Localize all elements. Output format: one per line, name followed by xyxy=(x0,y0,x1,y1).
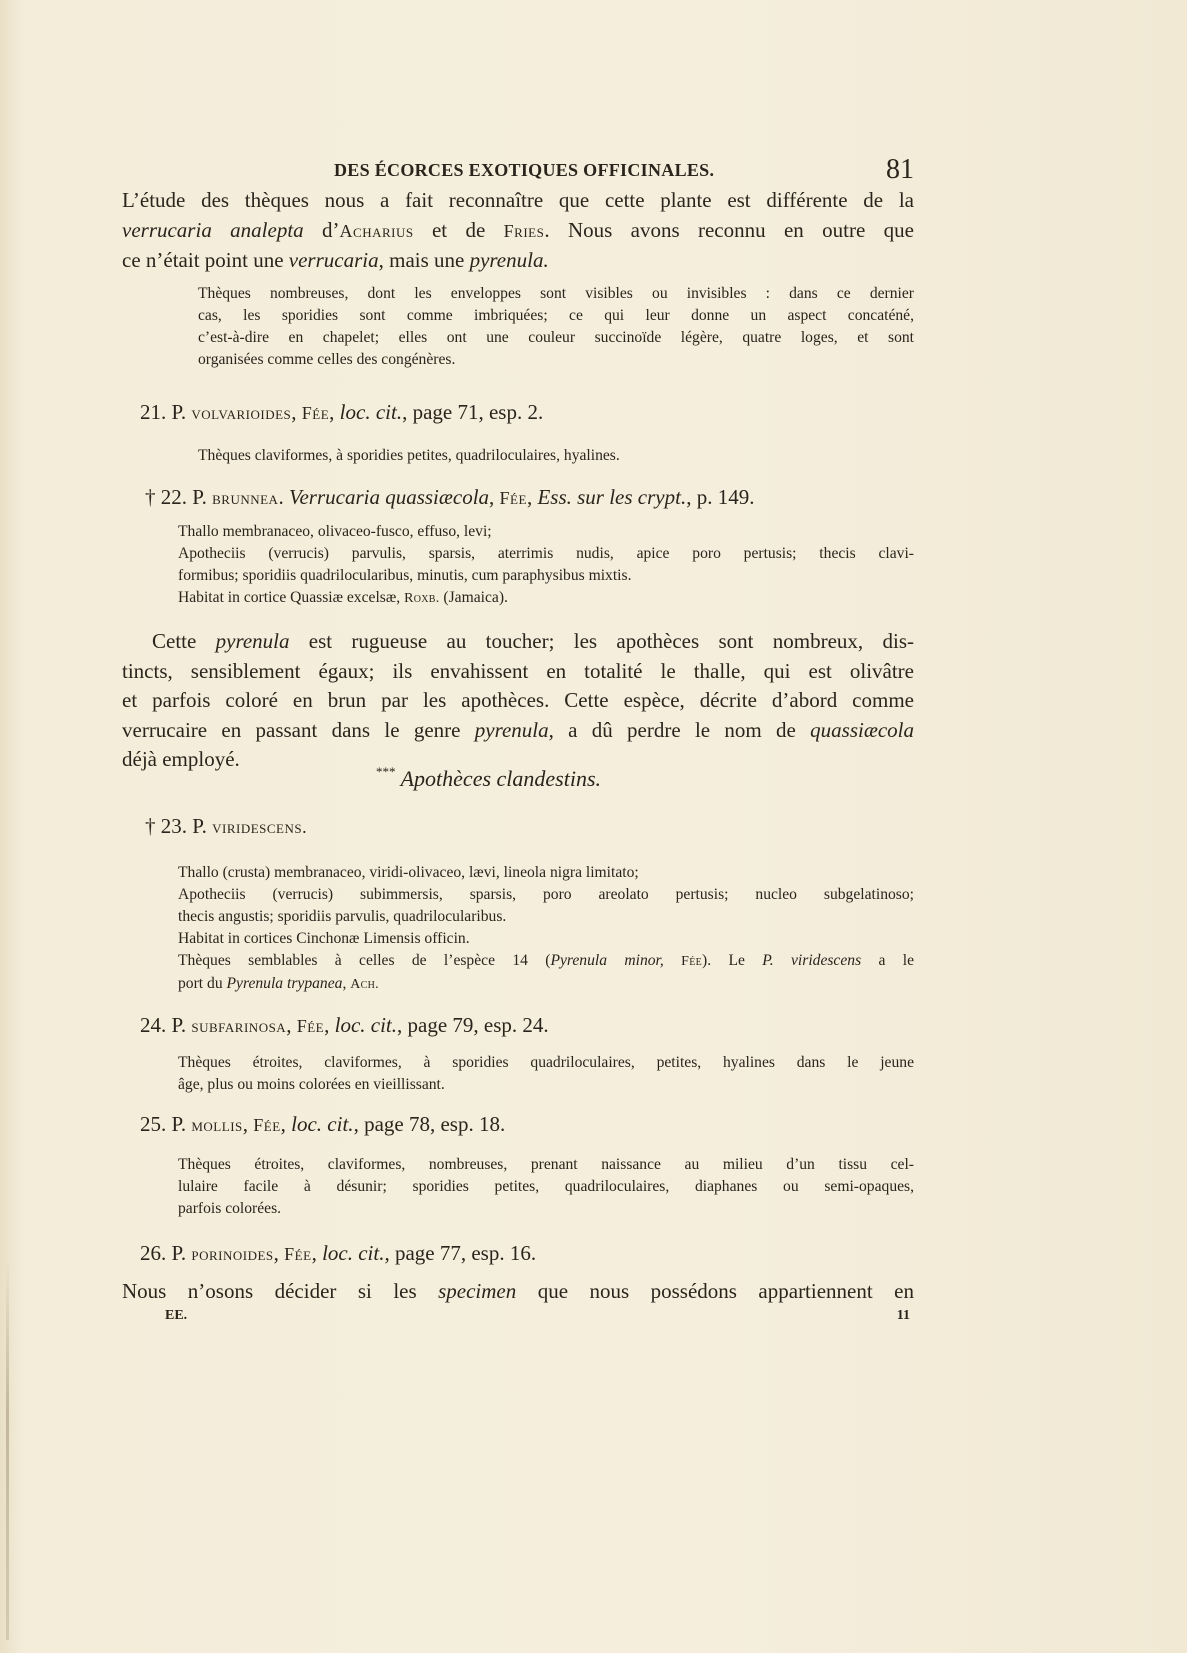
text: Nous n’osons décider si les xyxy=(122,1279,439,1303)
text: que nous possédons appartiennent en xyxy=(516,1279,914,1303)
entry-number: 24. P. xyxy=(140,1013,192,1037)
entry-24-heading xyxy=(140,1013,549,1038)
paragraph-line: déjà employé. xyxy=(122,747,240,771)
text: ). Le xyxy=(702,952,763,969)
species-name: porinoides xyxy=(191,1244,274,1264)
text: , page 79, esp. 24. xyxy=(397,1013,549,1037)
entry-23-diagnosis xyxy=(178,862,914,996)
paragraph-line xyxy=(122,627,914,657)
author-name: Fée xyxy=(681,954,703,969)
text: Thèques semblables à celles de l’espèce 14 ( xyxy=(178,952,551,969)
text: . Nous avons reconnu en outre que xyxy=(544,217,914,242)
species-name: brunnea xyxy=(212,488,279,508)
entry-26-heading xyxy=(140,1241,536,1266)
text: port du xyxy=(178,975,227,992)
text: verrucaire en passant dans le genre xyxy=(122,717,475,742)
page-number: 81 xyxy=(886,154,914,185)
entry-number: † 23. P. xyxy=(145,814,213,838)
taxon-name: pyrenula. xyxy=(469,248,549,272)
entry-24-note xyxy=(178,1052,914,1096)
habitat-line: Habitat in cortices Cinchonæ Limensis officin. xyxy=(178,930,470,947)
note-line: organisées comme celles des congénères. xyxy=(198,351,456,368)
section-heading xyxy=(376,766,601,792)
author-name: Fée xyxy=(499,488,527,508)
entry-number: 21. P. xyxy=(140,400,192,424)
species-name: mollis xyxy=(191,1115,243,1135)
text: (Jamaica). xyxy=(439,589,508,606)
habitat-line xyxy=(178,587,914,610)
reference: loc. cit. xyxy=(334,1013,398,1037)
text: Cette xyxy=(152,629,216,653)
text: , mais une xyxy=(378,248,470,272)
text: , page 71, esp. 2. xyxy=(402,400,544,424)
text: , xyxy=(324,1013,335,1037)
text: , page 78, esp. 18. xyxy=(353,1112,506,1136)
taxon-name: verrucaria analepta xyxy=(122,217,304,242)
text: est rugueuse au toucher; les apothèces sont nombreux, dis- xyxy=(289,629,914,653)
text: , xyxy=(273,1241,285,1265)
intro-line-2 xyxy=(122,216,914,247)
sheet-number: 11 xyxy=(896,1308,910,1323)
entry-25-heading xyxy=(140,1112,505,1137)
note-line: Thèques nombreuses, dont les enveloppes sont visibles ou invisibles : dans ce dernier xyxy=(198,285,914,302)
text: parfois colorées. xyxy=(178,1200,282,1217)
section-title: Apothèces clandestins. xyxy=(400,766,602,791)
text: Thèques étroites, claviformes, à sporidies quadriloculaires, petites, hyalines dans le jeune xyxy=(178,1054,914,1071)
author-name: Fée xyxy=(296,1016,325,1036)
note-line: Thèques claviformes, à sporidies petites, quadriloculaires, hyalines. xyxy=(198,447,620,464)
author-name: Fries xyxy=(503,220,545,241)
taxon-name: specimen xyxy=(438,1279,517,1303)
entry-21-heading: 21. P. volvarioides, Fée, loc. cit., page 71, esp. 2. xyxy=(140,400,544,424)
diagnosis-line: Thallo membranaceo, olivaceo-fusco, effuso, levi; xyxy=(178,523,492,540)
author-name: Roxb. xyxy=(404,591,440,606)
text: thecis angustis; sporidiis parvulis, quadrilocularibus. xyxy=(178,908,507,925)
taxon-name: verrucaria xyxy=(288,248,379,272)
paragraph-line: et parfois coloré en brun par les apothèces. Cette espèce, décrite d’abord comme xyxy=(122,688,914,712)
note-line: c’est-à-dire en chapelet; elles ont une couleur succinoïde légère, quatre loges, et sont xyxy=(198,329,914,346)
text: , xyxy=(526,485,538,509)
text: ce n’était point une xyxy=(122,248,289,272)
text xyxy=(664,952,681,969)
text: , xyxy=(342,975,351,992)
diagnosis-line xyxy=(178,884,914,928)
diagnosis-line: Thallo (crusta) membranaceo, viridi-olivaceo, lævi, lineola nigra limitato; xyxy=(178,864,639,881)
text: , xyxy=(489,485,500,509)
text: âge, plus ou moins colorées en vieillissant. xyxy=(178,1076,445,1093)
entry-25-note xyxy=(178,1154,914,1220)
taxon-name: Pyrenula trypanea xyxy=(226,975,343,992)
author-name: Acharius xyxy=(339,220,414,241)
text: d’ xyxy=(303,217,340,242)
synonym: Verrucaria quassiæcola xyxy=(288,485,490,509)
text: , xyxy=(280,1112,292,1136)
entry-number: † 22. P. xyxy=(145,485,213,509)
note-line: cas, les sporidies sont comme imbriquées; ce qui leur donne un aspect concaténé, xyxy=(198,307,914,324)
author-name: Fée xyxy=(253,1115,281,1135)
entry-21-note xyxy=(198,445,914,467)
note-line xyxy=(178,1052,914,1096)
text: Habitat in cortice Quassiæ excelsæ, xyxy=(178,589,405,606)
text: , xyxy=(291,400,302,424)
entry-22-heading xyxy=(145,485,754,510)
species-name: subfarinosa xyxy=(191,1016,287,1036)
text: lulaire facile à désunir; sporidies petites, quadriloculaires, diaphanes ou semi-opaques, xyxy=(178,1178,914,1195)
page-edge-shadow xyxy=(6,1260,9,1640)
text: a le xyxy=(861,952,914,969)
note-line xyxy=(178,1154,914,1220)
paragraph-line: tincts, sensiblement égaux; ils envahissent en totalité le thalle, qui est olivâtre xyxy=(122,658,914,683)
text: . xyxy=(278,485,289,509)
reference: loc. cit. xyxy=(322,1241,385,1265)
entry-22-paragraph xyxy=(122,627,914,775)
reference: Ess. sur les crypt. xyxy=(537,485,687,509)
species-name: volvarioides xyxy=(191,403,292,423)
author-name: Ach. xyxy=(350,977,379,992)
taxon-name: pyrenula xyxy=(474,717,549,742)
reference: loc. cit. xyxy=(291,1112,354,1136)
taxon-name: quassiæcola xyxy=(810,717,914,742)
asterism: *** xyxy=(376,764,396,779)
text: formibus; sporidiis quadrilocularibus, minutis, cum paraphysibus mixtis. xyxy=(178,567,632,584)
entry-number: 25. P. xyxy=(140,1112,192,1136)
intro-line-1: L’étude des thèques nous a fait reconnaître que cette plante est différente de la xyxy=(122,188,914,212)
author-name: Fée xyxy=(284,1244,312,1264)
running-head xyxy=(334,154,914,188)
text: , xyxy=(242,1112,254,1136)
taxon-name: P. viridescens xyxy=(762,952,862,969)
intro-line-3 xyxy=(122,246,914,276)
signature-mark: EE. xyxy=(165,1308,188,1323)
taxon-name: Pyrenula minor, xyxy=(550,952,664,969)
entry-number: 26. P. xyxy=(140,1241,192,1265)
text: , p. 149. xyxy=(686,485,755,509)
text: , xyxy=(286,1013,297,1037)
reference: loc. cit. xyxy=(339,400,403,424)
intro-note xyxy=(198,283,914,371)
intro-paragraph xyxy=(122,186,914,276)
text: et de xyxy=(413,217,504,242)
page-footer xyxy=(165,1308,910,1330)
text: , page 77, esp. 16. xyxy=(384,1241,537,1265)
taxon-name: pyrenula xyxy=(215,629,290,653)
remark-line xyxy=(178,950,914,996)
paragraph-line xyxy=(122,1277,914,1307)
text: Apotheciis (verrucis) subimmersis, sparsis, poro areolato pertusis; nucleo subgelatinoso; xyxy=(178,886,914,903)
diagnosis-line xyxy=(178,543,914,587)
species-name: viridescens. xyxy=(212,817,308,837)
entry-22-diagnosis xyxy=(178,521,914,610)
running-head-title: DES ÉCORCES EXOTIQUES OFFICINALES. xyxy=(334,160,715,180)
author-name: Fée xyxy=(301,403,330,423)
text: , a dû perdre le nom de xyxy=(548,717,811,742)
entry-23-heading xyxy=(145,814,307,839)
text: Thèques étroites, claviformes, nombreuses, prenant naissance au milieu d’un tissu cel- xyxy=(178,1156,914,1173)
paragraph-line xyxy=(122,716,914,746)
text: , xyxy=(311,1241,323,1265)
text: Apotheciis (verrucis) parvulis, sparsis, aterrimis nudis, apice poro pertusis; thecis clavi- xyxy=(178,545,914,562)
entry-26-paragraph xyxy=(122,1277,914,1307)
